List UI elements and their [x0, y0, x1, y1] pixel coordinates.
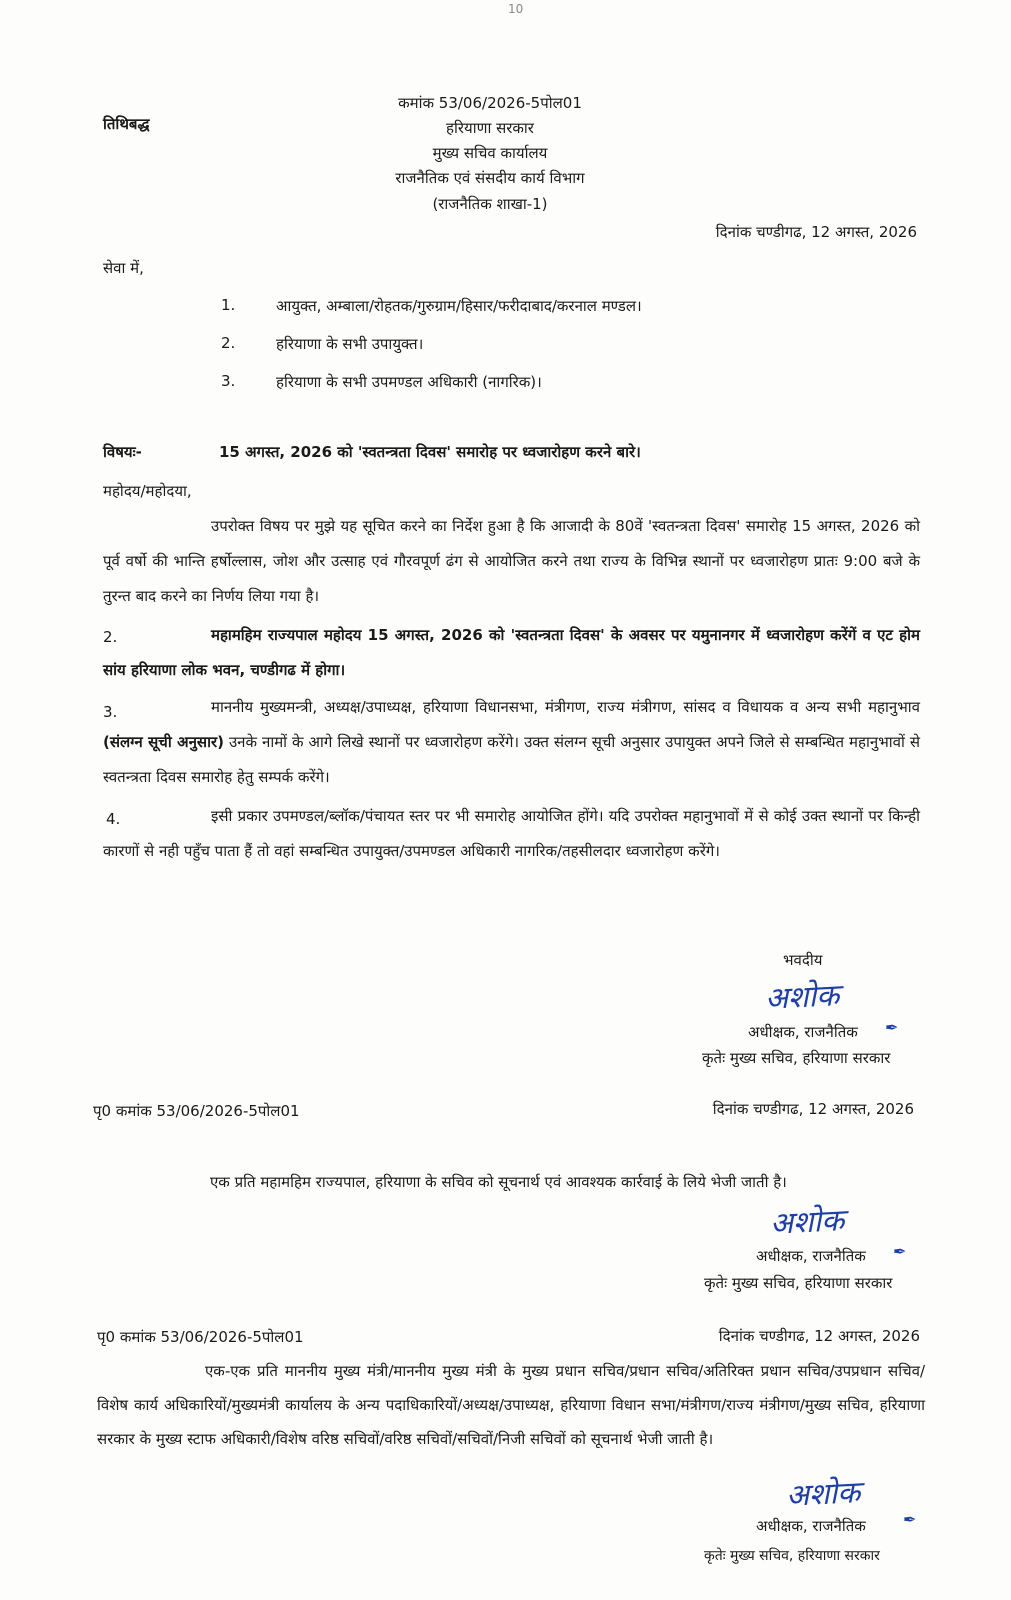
paragraph-2-text: महामहिम राज्यपाल महोदय 15 अगस्त, 2026 को 'स्वतन्त्रता दिवस' के अवसर पर यमुनानगर में ध्वजारोहण करेंगें व एट होम सांय हरियाणा लोक भवन, चण्डीगढ में होगा।	[103, 626, 920, 679]
endorsement-text	[97, 1354, 925, 1456]
paragraph-4-text: इसी प्रकार उपमण्डल/ब्लॉक/पंचायत स्तर पर भी समारोह आयोजित होंगे। यदि उपरोक्त महानुभावों में से कोई उक्त स्थानों पर किन्ही कारणों से नही पहुँच पाता हैं तो वहां सम्बन्धित उपायुक्त/उपमण्डल अधिकारी नागरिक/तहसीलदार ध्वजारोहण करेंगे।	[103, 807, 920, 860]
bhavdiya: भवदीय	[783, 951, 823, 969]
letter-date: दिनांक चण्डीगढ, 12 अगस्त, 2026	[715, 223, 917, 241]
scan-mark: 10	[508, 2, 524, 16]
govt-name: हरियाणा सरकार	[446, 119, 534, 137]
endorsement-kramank: पृ0 कमांक 53/06/2026-5पोल01	[93, 1102, 300, 1120]
paragraph-2	[103, 618, 920, 688]
designation: अधीक्षक, राजनैतिक	[756, 1247, 866, 1265]
recipient-num: 3.	[221, 372, 236, 390]
recipient-item: हरियाणा के सभी उपायुक्त।	[276, 335, 424, 353]
subject-label: विषयः-	[103, 443, 142, 461]
endorsement-kramank: पृ0 कमांक 53/06/2026-5पोल01	[97, 1328, 304, 1346]
recipient-num: 2.	[221, 334, 236, 352]
signature: अशोक	[785, 1475, 862, 1514]
kramank: कमांक 53/06/2026-5पोल01	[398, 94, 582, 112]
paragraph-1	[103, 509, 920, 614]
seva-mein: सेवा में,	[103, 259, 144, 277]
endorsement-date: दिनांक चण्डीगढ, 12 अगस्त, 2026	[718, 1327, 920, 1345]
paragraph-3	[103, 690, 920, 795]
paragraph-3-text: माननीय मुख्यमन्त्री, अध्यक्ष/उपाध्यक्ष, हरियाणा विधानसभा, मंत्रीगण, राज्य मंत्रीगण, सांसद व विधायक व अन्य सभी महानुभाव	[211, 698, 920, 716]
on-behalf: कृतेः मुख्य सचिव, हरियाणा सरकार	[702, 1049, 891, 1067]
paragraph-4	[103, 799, 920, 869]
signature: अशोक	[764, 978, 841, 1017]
recipient-item: हरियाणा के सभी उपमण्डल अधिकारी (नागरिक)।	[276, 373, 542, 391]
tithibaddh-label: तिथिबद्ध	[103, 115, 150, 133]
paragraph-number: 3.	[103, 703, 118, 721]
attached-list-note: (संलग्न सूची अनुसार)	[103, 733, 224, 751]
pen-mark-icon: ✒	[903, 1510, 917, 1529]
endorsement-2-text: एक-एक प्रति माननीय मुख्य मंत्री/माननीय मुख्य मंत्री के मुख्य प्रधान सचिव/प्रधान सचिव/अतिरिक्त प्रधान सचिव/उपप्रधान सचिव/विशेष कार्य अधिकारियों/मुख्यमंत्री कार्यालय के अन्य पदाधिकारियों/अध्यक्ष/उपाध्यक्ष, हरियाणा विधान सभा/मंत्रीगण/राज्य मंत्रीगण/मुख्य सचिव, हरियाणा सरकार के मुख्य स्टाफ अधिकारी/विशेष वरिष्ठ सचिवों/वरिष्ठ सचिवों/सचिवों/निजी सचिवों को सूचनार्थ भेजी जाती है।	[97, 1362, 925, 1448]
designation: अधीक्षक, राजनैतिक	[748, 1023, 858, 1041]
on-behalf: कृतेः मुख्य सचिव, हरियाणा सरकार	[704, 1548, 880, 1564]
on-behalf: कृतेः मुख्य सचिव, हरियाणा सरकार	[704, 1274, 893, 1292]
designation: अधीक्षक, राजनैतिक	[756, 1517, 866, 1535]
endorsement-date: दिनांक चण्डीगढ, 12 अगस्त, 2026	[712, 1100, 914, 1118]
dept-name: राजनैतिक एवं संसदीय कार्य विभाग	[395, 169, 585, 187]
paragraph-3-text-cont: उनके नामों के आगे लिखे स्थानों पर ध्वजारोहण करेंगे। उक्त संलग्न सूची अनुसार उपायुक्त अपने जिले से सम्बन्धित महानुभावों से स्वतन्त्रता दिवस समारोह हेतु सम्पर्क करेंगे।	[103, 733, 920, 786]
recipient-num: 1.	[221, 296, 236, 314]
salutation: महोदय/महोदया,	[103, 482, 192, 500]
paragraph-number: 4.	[106, 810, 121, 828]
pen-mark-icon: ✒	[885, 1018, 899, 1037]
branch-name: (राजनैतिक शाखा-1)	[432, 195, 548, 213]
pen-mark-icon: ✒	[893, 1242, 907, 1261]
paragraph-1-text: उपरोक्त विषय पर मुझे यह सूचित करने का निर्देश हुआ है कि आजादी के 80वें 'स्वतन्त्रता दिवस' समारोह 15 अगस्त, 2026 को पूर्व वर्षो की भान्ति हर्षोल्लास, जोश और उत्साह एवं गौरवपूर्ण ढंग से आयोजित करने तथा राज्य के विभिन्न स्थानों पर ध्वजारोहण प्रातः 9:00 बजे के तुरन्त बाद करने का निर्णय लिया गया है।	[103, 517, 920, 605]
signature: अशोक	[769, 1203, 846, 1242]
recipient-item: आयुक्त, अम्बाला/रोहतक/गुरुग्राम/हिसार/फरीदाबाद/करनाल मण्डल।	[276, 297, 642, 315]
subject-text: 15 अगस्त, 2026 को 'स्वतन्त्रता दिवस' समारोह पर ध्वजारोहण करने बारे।	[219, 443, 641, 461]
office-name: मुख्य सचिव कार्यालय	[432, 144, 548, 162]
paragraph-number: 2.	[103, 628, 118, 646]
endorsement-text: एक प्रति महामहिम राज्यपाल, हरियाणा के सचिव को सूचनार्थ एवं आवश्यक कार्रवाई के लिये भेजी जाती है।	[210, 1173, 787, 1191]
